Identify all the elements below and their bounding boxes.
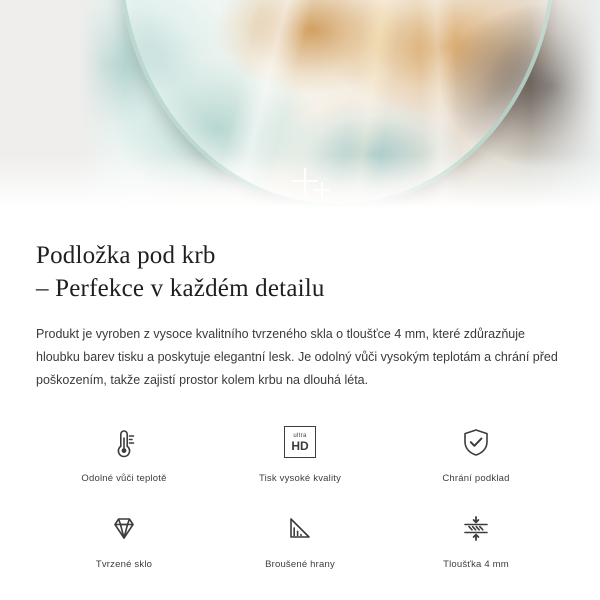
hero-bottom-fade	[0, 155, 600, 215]
diamond-icon	[104, 506, 144, 550]
shield-check-icon	[456, 420, 496, 464]
title-line-2: – Perfekce v každém detailu	[36, 275, 325, 302]
feature-label: Chrání podklad	[442, 473, 510, 484]
feature-label: Tvrzené sklo	[95, 559, 153, 570]
feature-grid	[36, 420, 564, 570]
product-description-text: Produkt je vyroben z vysoce kvalitního tvrzeného skla o tloušťce 4 mm, které zdůrazňuje hloubku barev tisku a poskytuje elegantní lesk. Je odolný vůči vysokým teplotám a chrání před poškozením, takže zajistí prostor kolem krbu na dlouhá léta.	[36, 327, 558, 387]
feature-label: Broušené hrany	[265, 559, 335, 570]
hero-image	[0, 0, 600, 215]
thermometer-icon	[104, 420, 144, 464]
feature-item-print-quality	[212, 420, 388, 484]
feature-item-thickness	[388, 506, 564, 570]
feature-item-temperature	[36, 420, 212, 484]
feature-label: Tloušťka 4 mm	[443, 559, 509, 570]
feature-label: Tisk vysoké kvality	[258, 473, 342, 484]
feature-item-polished-edges	[212, 506, 388, 570]
content-area	[0, 215, 600, 570]
feature-item-protection	[388, 420, 564, 484]
feature-label: Odolné vůči teplotě	[81, 473, 167, 484]
feature-item-tempered-glass	[36, 506, 212, 570]
thickness-icon	[456, 506, 496, 550]
title-line-1: Podložka pod krb	[36, 242, 216, 269]
ultra-hd-icon: ultra HD	[284, 420, 316, 464]
polished-edges-icon	[280, 506, 320, 550]
page-title	[36, 239, 564, 305]
